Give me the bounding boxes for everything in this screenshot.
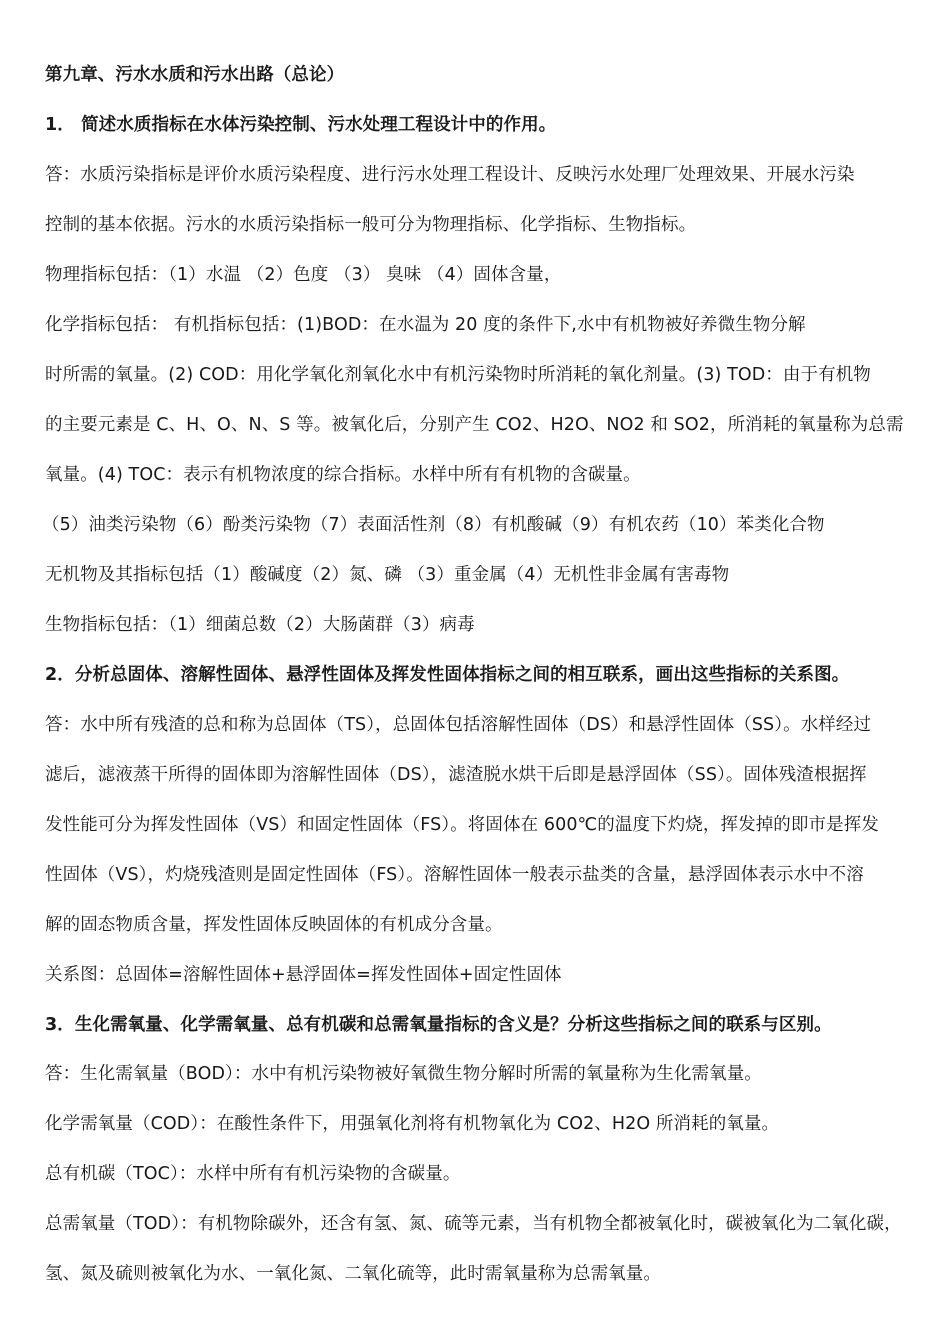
answer-1-line: 答：水质污染指标是评价水质污染程度、进行污水处理工程设计、反映污水处理厂处理效果、开展水污染 <box>45 165 855 185</box>
chemical-indicators-line: 的主要元素是 C、H、O、N、S 等。被氧化后，分别产生 CO2、H2O、NO2 和 SO2，所消耗的氧量称为总需 <box>45 415 904 435</box>
biological-indicators: 生物指标包括：（1）细菌总数（2）大肠菌群（3）病毒 <box>45 615 475 635</box>
relation-diagram-text: 关系图：总固体=溶解性固体+悬浮固体=挥发性固体+固定性固体 <box>45 965 562 985</box>
chemical-indicators-line: 氧量。(4) TOC：表示有机物浓度的综合指标。水样中所有有机物的含碳量。 <box>45 465 641 485</box>
chapter-title: 第九章、污水水质和污水出路（总论） <box>45 65 345 85</box>
answer-2-line: 解的固态物质含量，挥发性固体反映固体的有机成分含量。 <box>45 915 503 935</box>
question-3-heading: 3．生化需氧量、化学需氧量、总有机碳和总需氧量指标的含义是？分析这些指标之间的联系与区别。 <box>45 1015 832 1035</box>
question-1-heading: 1． 简述水质指标在水体污染控制、污水处理工程设计中的作用。 <box>45 115 557 135</box>
chemical-indicators-line: 化学指标包括： 有机指标包括：(1)BOD：在水温为 20 度的条件下,水中有机物被好养微生物分解 <box>45 315 806 335</box>
chemical-indicators-line: 时所需的氧量。(2) COD：用化学氧化剂氧化水中有机污染物时所消耗的氧化剂量。(3) TOD：由于有机物 <box>45 365 871 385</box>
answer-3-toc: 总有机碳（TOC）：水样中所有有机污染物的含碳量。 <box>45 1164 461 1184</box>
answer-2-line: 发性能可分为挥发性固体（VS）和固定性固体（FS）。将固体在 600℃的温度下灼烧，挥发掉的即市是挥发 <box>45 815 879 835</box>
answer-2-line: 性固体（VS），灼烧残渣则是固定性固体（FS）。溶解性固体一般表示盐类的含量，悬浮固体表示水中不溶 <box>45 865 864 885</box>
answer-1-line: 控制的基本依据。污水的水质污染指标一般可分为物理指标、化学指标、生物指标。 <box>45 215 697 235</box>
answer-3-tod-line: 总需氧量（TOD）：有机物除碳外，还含有氢、氮、硫等元素，当有机物全都被氧化时，碳被氧化为二氧化碳， <box>45 1214 902 1234</box>
answer-2-line: 滤后，滤液蒸干所得的固体即为溶解性固体（DS），滤渣脱水烘干后即是悬浮固体（SS）。固体残渣根据挥 <box>45 765 867 785</box>
answer-2-line: 答：水中所有残渣的总和称为总固体（TS），总固体包括溶解性固体（DS）和悬浮性固体（SS）。水样经过 <box>45 715 872 735</box>
physical-indicators: 物理指标包括：（1）水温 （2）色度 （3） 臭味 （4）固体含量， <box>45 265 562 285</box>
answer-3-cod: 化学需氧量（COD）：在酸性条件下，用强氧化剂将有机物氧化为 CO2、H2O 所消耗的氧量。 <box>45 1114 780 1134</box>
chemical-indicators-line: （5）油类污染物（6）酚类污染物（7）表面活性剂（8）有机酸碱（9）有机农药（10）苯类化合物 <box>42 515 825 535</box>
question-2-heading: 2．分析总固体、溶解性固体、悬浮性固体及挥发性固体指标之间的相互联系，画出这些指标的关系图。 <box>45 665 850 685</box>
answer-3-bod: 答：生化需氧量（BOD）：水中有机污染物被好氧微生物分解时所需的氧量称为生化需氧量。 <box>45 1064 762 1084</box>
answer-3-tod-line: 氢、氮及硫则被氧化为水、一氧化氮、二氧化硫等，此时需氧量称为总需氧量。 <box>45 1264 661 1284</box>
inorganic-indicators: 无机物及其指标包括（1）酸碱度（2）氮、磷 （3）重金属（4）无机性非金属有害毒物 <box>45 565 730 585</box>
